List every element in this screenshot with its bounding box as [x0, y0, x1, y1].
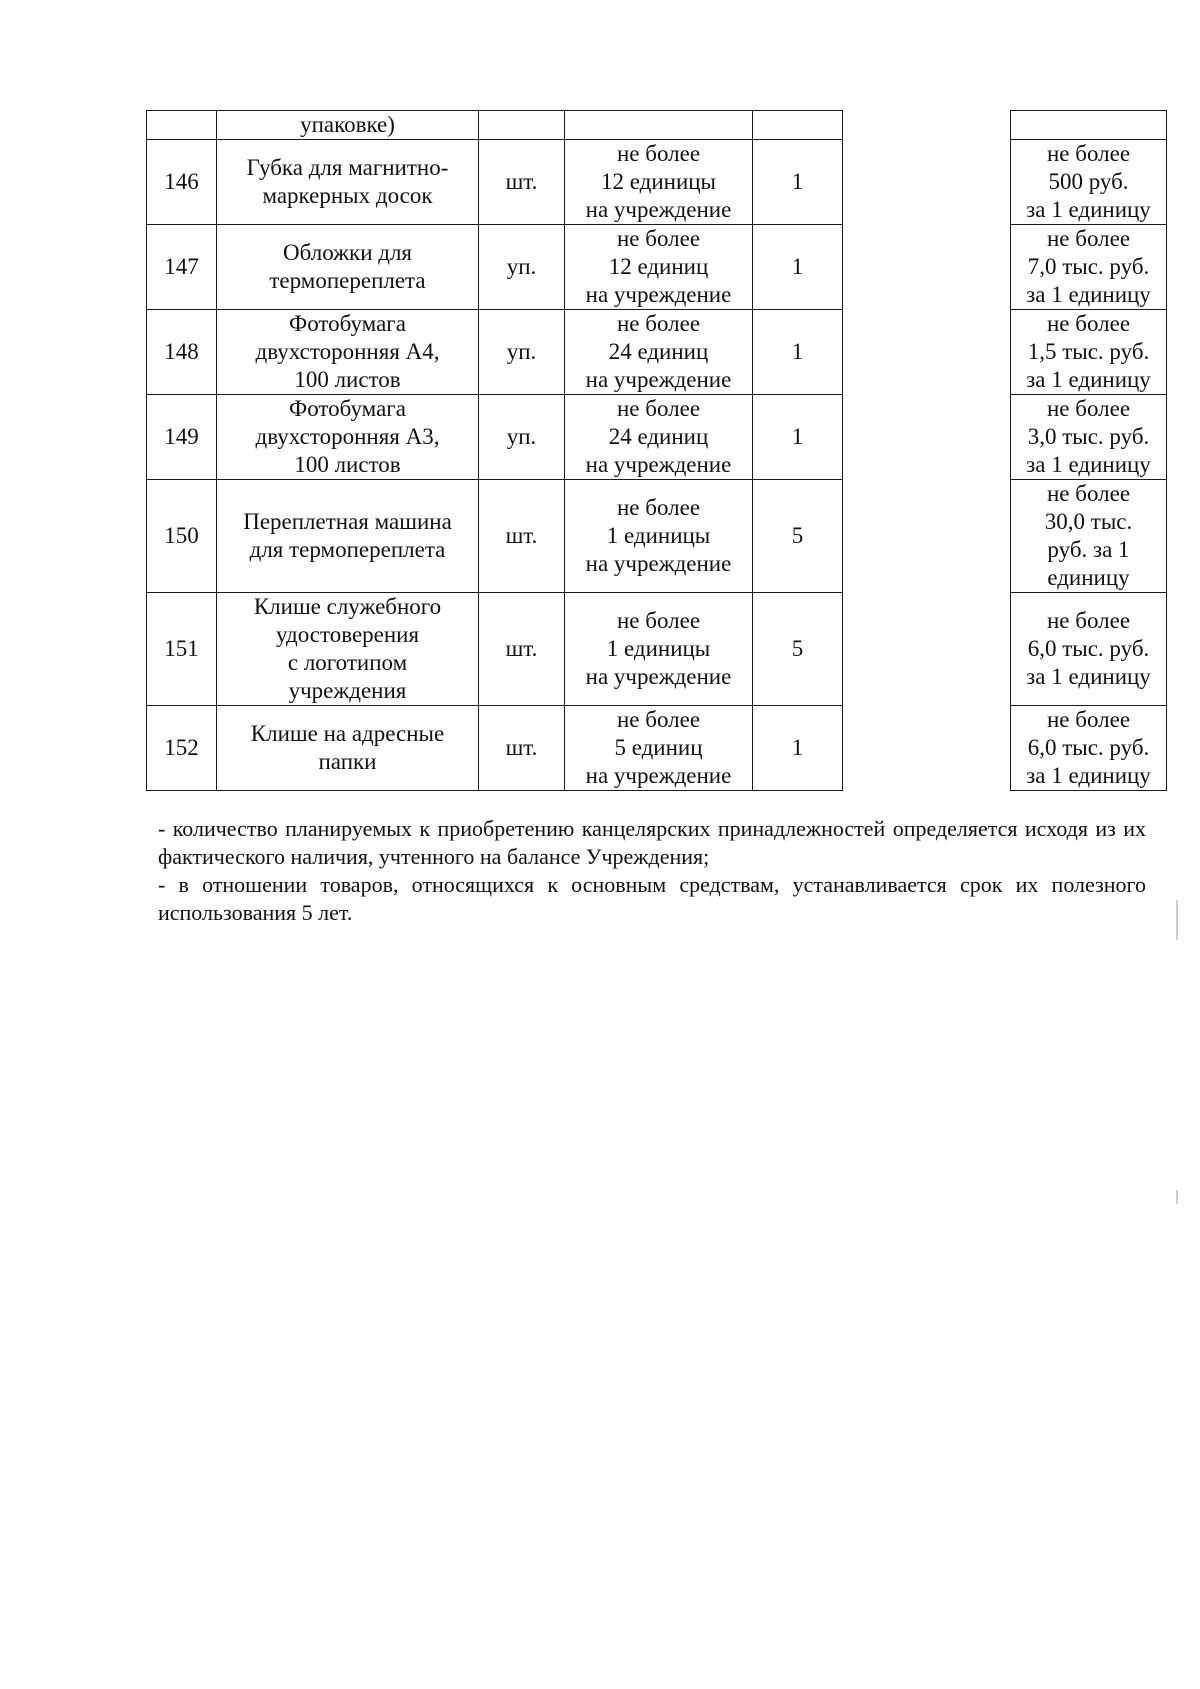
cell-item-name: Фотобумага двухсторонняя А3, 100 листов — [217, 395, 479, 480]
cell-term: 5 — [753, 593, 843, 706]
table-row — [147, 480, 1167, 593]
cell-quantity — [565, 111, 753, 140]
cell-item-name: Обложки для термопереплета — [217, 225, 479, 310]
cell-unit: шт. — [479, 593, 565, 706]
cell-number: 151 — [147, 593, 217, 706]
cell-gap — [843, 395, 1011, 480]
cell-number — [147, 111, 217, 140]
cell-item-name: упаковке) — [217, 111, 479, 140]
cell-unit: шт. — [479, 706, 565, 791]
cell-price: не более 7,0 тыс. руб. за 1 единицу — [1011, 225, 1167, 310]
supplies-norms-table — [146, 110, 1167, 791]
cell-number: 146 — [147, 140, 217, 225]
cell-item-name: Переплетная машина для термопереплета — [217, 480, 479, 593]
cell-gap — [843, 593, 1011, 706]
cell-gap — [843, 225, 1011, 310]
cell-price: не более 30,0 тыс. руб. за 1 единицу — [1011, 480, 1167, 593]
cell-price: не более 6,0 тыс. руб. за 1 единицу — [1011, 706, 1167, 791]
scan-edge-mark — [1176, 900, 1178, 940]
cell-price — [1011, 111, 1167, 140]
cell-unit — [479, 111, 565, 140]
cell-quantity: не более 5 единиц на учреждение — [565, 706, 753, 791]
cell-gap — [843, 706, 1011, 791]
table-row — [147, 395, 1167, 480]
cell-term: 1 — [753, 140, 843, 225]
cell-number: 152 — [147, 706, 217, 791]
cell-number: 148 — [147, 310, 217, 395]
table-row-continuation — [147, 111, 1167, 140]
cell-unit: шт. — [479, 480, 565, 593]
scan-edge-mark — [1176, 1190, 1178, 1204]
cell-item-name: Клише служебного удостоверения с логотипом учреждения — [217, 593, 479, 706]
cell-unit: шт. — [479, 140, 565, 225]
note-paragraph: - количество планируемых к приобретению канцелярских принадлежностей определяется исходя из их фактического наличия, учтенного на балансе Учреждения; — [158, 816, 1146, 869]
cell-term: 1 — [753, 395, 843, 480]
cell-quantity: не более 24 единиц на учреждение — [565, 395, 753, 480]
cell-unit: уп. — [479, 395, 565, 480]
cell-number: 149 — [147, 395, 217, 480]
cell-item-name: Клише на адресные папки — [217, 706, 479, 791]
cell-quantity: не более 12 единиц на учреждение — [565, 225, 753, 310]
cell-item-name: Губка для магнитно- маркерных досок — [217, 140, 479, 225]
note-paragraph: - в отношении товаров, относящихся к основным средствам, устанавливается срок их полезного использования 5 лет. — [158, 872, 1146, 925]
cell-unit: уп. — [479, 310, 565, 395]
cell-unit: уп. — [479, 225, 565, 310]
table-row — [147, 706, 1167, 791]
cell-gap — [843, 310, 1011, 395]
cell-price: не более 3,0 тыс. руб. за 1 единицу — [1011, 395, 1167, 480]
table-row — [147, 225, 1167, 310]
cell-term: 1 — [753, 706, 843, 791]
cell-price: не более 500 руб. за 1 единицу — [1011, 140, 1167, 225]
cell-term — [753, 111, 843, 140]
table-row — [147, 593, 1167, 706]
cell-price: не более 1,5 тыс. руб. за 1 единицу — [1011, 310, 1167, 395]
cell-gap — [843, 480, 1011, 593]
cell-quantity: не более 12 единицы на учреждение — [565, 140, 753, 225]
cell-term: 5 — [753, 480, 843, 593]
cell-gap — [843, 140, 1011, 225]
table-row — [147, 140, 1167, 225]
cell-price: не более 6,0 тыс. руб. за 1 единицу — [1011, 593, 1167, 706]
cell-item-name: Фотобумага двухсторонняя А4, 100 листов — [217, 310, 479, 395]
cell-number: 150 — [147, 480, 217, 593]
notes-section — [158, 815, 1146, 927]
table-row — [147, 310, 1167, 395]
cell-quantity: не более 1 единицы на учреждение — [565, 480, 753, 593]
cell-gap — [843, 111, 1011, 140]
cell-number: 147 — [147, 225, 217, 310]
cell-quantity: не более 1 единицы на учреждение — [565, 593, 753, 706]
cell-quantity: не более 24 единиц на учреждение — [565, 310, 753, 395]
cell-term: 1 — [753, 225, 843, 310]
cell-term: 1 — [753, 310, 843, 395]
